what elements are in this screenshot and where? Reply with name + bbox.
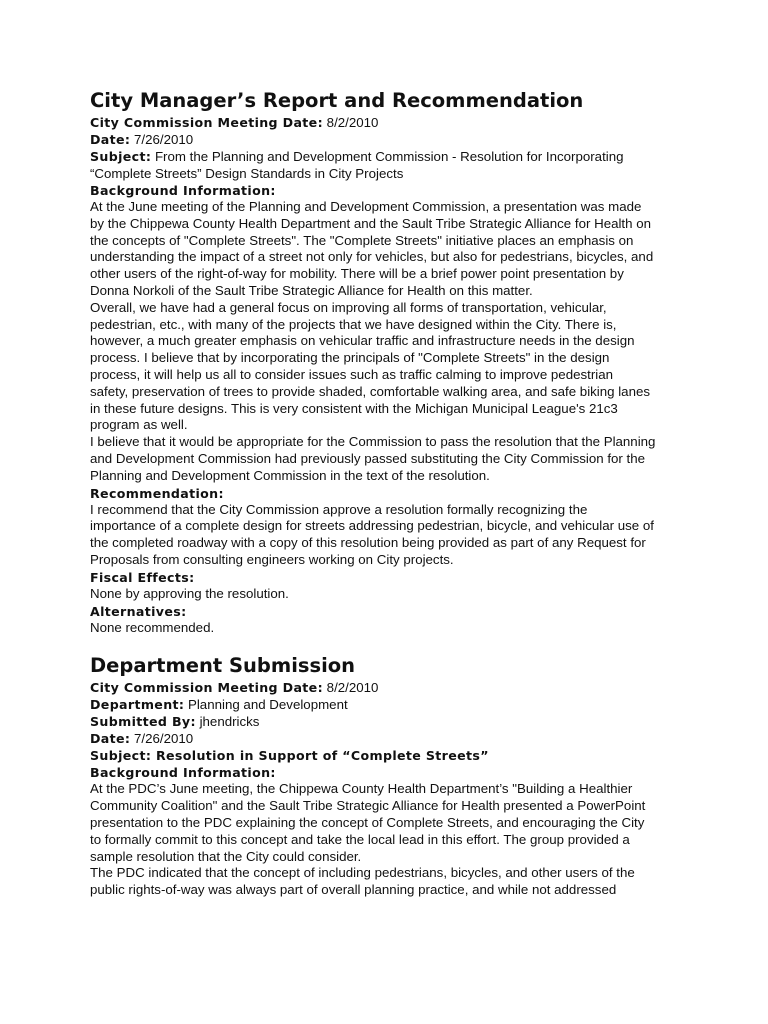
report-subject: [90, 148, 690, 182]
report-alternatives-heading: Alternatives:: [90, 603, 187, 619]
text-line: public rights-of-way was always part of overall planning practice, and while not addressed: [90, 882, 617, 898]
text-line: importance of a complete design for streets addressing pedestrian, bicycle, and vehicular use of: [90, 518, 654, 534]
report-date-value: 7/26/2010: [134, 132, 194, 147]
submission-submitted-by: [90, 713, 690, 730]
text-line: At the PDC’s June meeting, the Chippewa County Health Department’s "Building a Healthier: [90, 781, 633, 797]
report-recommendation-paragraph: [90, 502, 690, 569]
text-line: Proposals from consulting engineers working on City projects.: [90, 551, 454, 567]
text-line: pedestrian, etc., with many of the projects that we have designed within the City. There is,: [90, 316, 617, 332]
text-line: presentation to the PDC explaining the concept of Complete Streets, and encouraging the City: [90, 814, 645, 830]
report-date-label: Date:: [90, 132, 131, 147]
submission-department: [90, 696, 690, 713]
text-line: however, a much greater emphasis on vehicular traffic and infrastructure needs in the design: [90, 333, 635, 349]
text-line: At the June meeting of the Planning and Development Commission, a presentation was made: [90, 199, 642, 214]
submission-submitted-by-label: Submitted By:: [90, 714, 196, 730]
text-line: process, it will help us all to consider issues such as traffic calming to improve pedestrian: [90, 366, 614, 382]
text-line: understanding the impact of a street not only for vehicles, but also for pedestrians, bicycles, and: [90, 249, 654, 265]
text-line: to formally commit to this concept and take the local lead in this effort. The group provided a: [90, 831, 630, 847]
text-line: other users of the right-of-way for mobility. There will be a brief power point presentation by: [90, 266, 624, 282]
submission-meeting-date-label: City Commission Meeting Date:: [90, 680, 323, 696]
report-meeting-date: [90, 114, 690, 131]
text-line: Overall, we have had a general focus on improving all forms of transportation, vehicular,: [90, 299, 607, 315]
text-line: the completed roadway with a copy of this resolution being provided as part of any Request for: [90, 535, 646, 551]
submission-subject-value: Resolution in Support of “Complete Streets”: [155, 748, 489, 764]
submission-department-value: Planning and Development: [187, 697, 348, 713]
text-line: I recommend that the City Commission approve a resolution formally recognizing the: [90, 501, 588, 517]
text-line: Planning and Development Commission in the text of the resolution.: [90, 467, 490, 483]
report-fiscal-text: None by approving the resolution.: [90, 585, 289, 601]
report-fiscal-heading: Fiscal Effects:: [90, 569, 195, 585]
text-line: Community Coalition" and the Sault Tribe Strategic Alliance for Health presented a PowerPoint: [90, 798, 646, 814]
submission-date-value: 7/26/2010: [134, 731, 194, 747]
report-meeting-date-value: 8/2/2010: [326, 115, 379, 130]
report-meeting-date-label: City Commission Meeting Date:: [90, 115, 323, 130]
submission-meeting-date: [90, 679, 690, 696]
report-subject-line-2: “Complete Streets” Design Standards in City Projects: [90, 166, 404, 181]
document-page: [90, 88, 690, 899]
text-line: by the Chippewa County Health Department and the Sault Tribe Strategic Alliance for Health on: [90, 215, 652, 231]
report-background-paragraph-3: [90, 434, 690, 484]
text-line: safety, preservation of trees to provide shaded, comfortable walking area, and safe biking lanes: [90, 383, 651, 399]
text-line: the concepts of "Complete Streets". The "Complete Streets" initiative places an emphasis on: [90, 232, 634, 248]
report-title: City Manager’s Report and Recommendation: [90, 89, 584, 112]
submission-background-paragraph-1: [90, 781, 690, 865]
report-alternatives-text: None recommended.: [90, 619, 215, 635]
text-line: The PDC indicated that the concept of including pedestrians, bicycles, and other users of the: [90, 865, 635, 881]
report-background-paragraph-1: [90, 199, 690, 300]
text-line: sample resolution that the City could consider.: [90, 848, 362, 864]
submission-meeting-date-value: 8/2/2010: [326, 680, 379, 696]
submission-department-label: Department:: [90, 697, 185, 713]
submission-date-label: Date:: [90, 731, 131, 747]
text-line: I believe that it would be appropriate for the Commission to pass the resolution that the Planning: [90, 434, 656, 450]
report-subject-line-1: From the Planning and Development Commission - Resolution for Incorporating: [154, 149, 624, 164]
report-background-heading: Background Information:: [90, 183, 276, 198]
submission-background-heading: Background Information:: [90, 765, 276, 781]
submission-submitted-by-value: jhendricks: [199, 714, 260, 730]
submission-subject-label: Subject:: [90, 748, 152, 764]
text-line: Donna Norkoli of the Sault Tribe Strategic Alliance for Health on this matter.: [90, 282, 533, 298]
text-line: in these future designs. This is very consistent with the Michigan Municipal League's 21c3: [90, 400, 618, 416]
submission-subject: [90, 747, 690, 764]
report-background-paragraph-2: [90, 300, 690, 434]
text-line: process. I believe that by incorporating the principals of "Complete Streets" in the design: [90, 350, 610, 366]
report-date: [90, 131, 690, 148]
submission-title: Department Submission: [90, 654, 356, 678]
submission-date: [90, 730, 690, 747]
report-subject-label: Subject:: [90, 149, 152, 164]
text-line: and Development Commission had previously passed substituting the City Commission for the: [90, 450, 646, 466]
text-line: program as well.: [90, 417, 188, 433]
report-recommendation-heading: Recommendation:: [90, 485, 224, 501]
submission-background-paragraph-2: [90, 865, 690, 899]
